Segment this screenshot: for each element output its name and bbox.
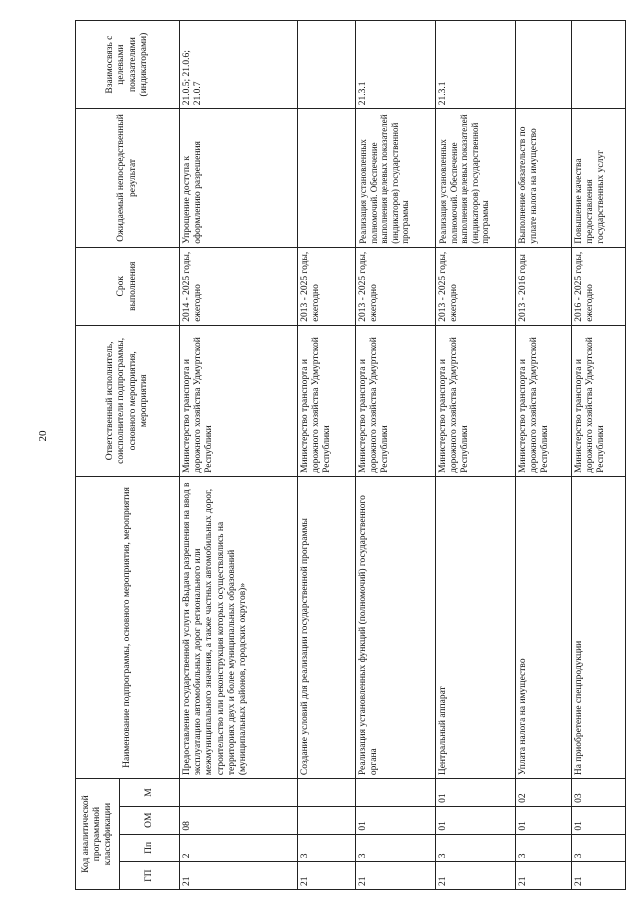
header-gp: ГП: [120, 862, 180, 890]
cell-om: 01: [356, 806, 436, 834]
cell-om: 01: [436, 806, 516, 834]
cell-name: Создание условий для реализации государственной программы: [298, 476, 356, 778]
cell-pp: 3: [298, 834, 356, 862]
cell-om: 01: [572, 806, 626, 834]
cell-gp: 21: [572, 862, 626, 890]
table-row: [516, 21, 572, 890]
header-link: Взаимосвязь с целевыми показателями (индикаторами): [76, 21, 180, 109]
cell-m: 03: [572, 779, 626, 807]
header-result: Ожидаемый непосредственный результат: [76, 109, 180, 248]
cell-om: 01: [516, 806, 572, 834]
page-number: 20: [37, 430, 49, 442]
cell-gp: 21: [356, 862, 436, 890]
cell-result: Реализация установленных полномочий. Обеспечение выполнения целевых показателей (индикаторов) государственной программы: [436, 109, 516, 248]
cell-m: 02: [516, 779, 572, 807]
header-pp: Пп: [120, 834, 180, 862]
cell-result: [298, 109, 356, 248]
cell-responsible: Министерство транспорта и дорожного хозяйства Удмуртской Республики: [572, 325, 626, 476]
cell-responsible: Министерство транспорта и дорожного хозяйства Удмуртской Республики: [516, 325, 572, 476]
table-row: [572, 21, 626, 890]
cell-name: Реализация установленных функций (полномочий) государственного органа: [356, 476, 436, 778]
cell-gp: 21: [436, 862, 516, 890]
cell-pp: 3: [516, 834, 572, 862]
table-row: [180, 21, 298, 890]
header-om: ОМ: [120, 806, 180, 834]
cell-link: [516, 21, 572, 109]
cell-m: [180, 779, 298, 807]
cell-m: [356, 779, 436, 807]
cell-term: 2016 - 2025 годы, ежегодно: [572, 247, 626, 325]
header-m: М: [120, 779, 180, 807]
cell-link: 21.3.1: [356, 21, 436, 109]
cell-result: Повышение качества предоставления государственных услуг: [572, 109, 626, 248]
cell-pp: 3: [356, 834, 436, 862]
cell-responsible: Министерство транспорта и дорожного хозяйства Удмуртской Республики: [298, 325, 356, 476]
table-row: [436, 21, 516, 890]
cell-result: Упрощение доступа к оформлению разрешения: [180, 109, 298, 248]
header-name: Наименование подпрограммы, основного мероприятия, мероприятия: [76, 476, 180, 778]
cell-pp: 3: [436, 834, 516, 862]
cell-result: Реализация установленных полномочий. Обеспечение выполнения целевых показателей (индикаторов) государственной программы: [356, 109, 436, 248]
cell-link: 21.3.1: [436, 21, 516, 109]
cell-link: [572, 21, 626, 109]
cell-name: Предоставление государственной услуги «Выдача разрешения на ввод в эксплуатацию автомобильных дорог регионального или межмуниципального значения, а также частных автомобильных дорог, строительство или реконструкция которых осуществлялись на территориях двух и более муниципальных образований (муниципальных районов, городских округов)»: [180, 476, 298, 778]
cell-om: 08: [180, 806, 298, 834]
rotated-table-wrapper: [75, 20, 625, 890]
cell-responsible: Министерство транспорта и дорожного хозяйства Удмуртской Республики: [436, 325, 516, 476]
cell-term: 2013 - 2025 годы, ежегодно: [298, 247, 356, 325]
table-row: [356, 21, 436, 890]
cell-m: [298, 779, 356, 807]
cell-responsible: Министерство транспорта и дорожного хозяйства Удмуртской Республики: [356, 325, 436, 476]
table-row: [298, 21, 356, 890]
cell-name: Центральный аппарат: [436, 476, 516, 778]
header-term: Срок выполнения: [76, 247, 180, 325]
cell-term: 2013 - 2025 годы, ежегодно: [356, 247, 436, 325]
cell-gp: 21: [180, 862, 298, 890]
cell-name: На приобретение спецпродукции: [572, 476, 626, 778]
cell-pp: 3: [572, 834, 626, 862]
header-row-1: [76, 21, 120, 890]
cell-responsible: Министерство транспорта и дорожного хозяйства Удмуртской Республики: [180, 325, 298, 476]
program-table: [75, 20, 626, 890]
cell-result: Выполнение обязательств по уплате налога на имущество: [516, 109, 572, 248]
cell-om: [298, 806, 356, 834]
cell-link: 21.0.5; 21.0.6; 21.0.7: [180, 21, 298, 109]
header-responsible: Ответственный исполнитель, соисполнители подпрограммы, основного мероприятия, мероприятия: [76, 325, 180, 476]
cell-m: 01: [436, 779, 516, 807]
cell-term: 2013 - 2016 годы: [516, 247, 572, 325]
cell-link: [298, 21, 356, 109]
cell-gp: 21: [516, 862, 572, 890]
header-code-group: Код аналитической программной классификации: [76, 779, 120, 890]
cell-term: 2013 - 2025 годы, ежегодно: [436, 247, 516, 325]
cell-gp: 21: [298, 862, 356, 890]
cell-pp: 2: [180, 834, 298, 862]
cell-name: Уплата налога на имущество: [516, 476, 572, 778]
cell-term: 2014 - 2025 годы, ежегодно: [180, 247, 298, 325]
